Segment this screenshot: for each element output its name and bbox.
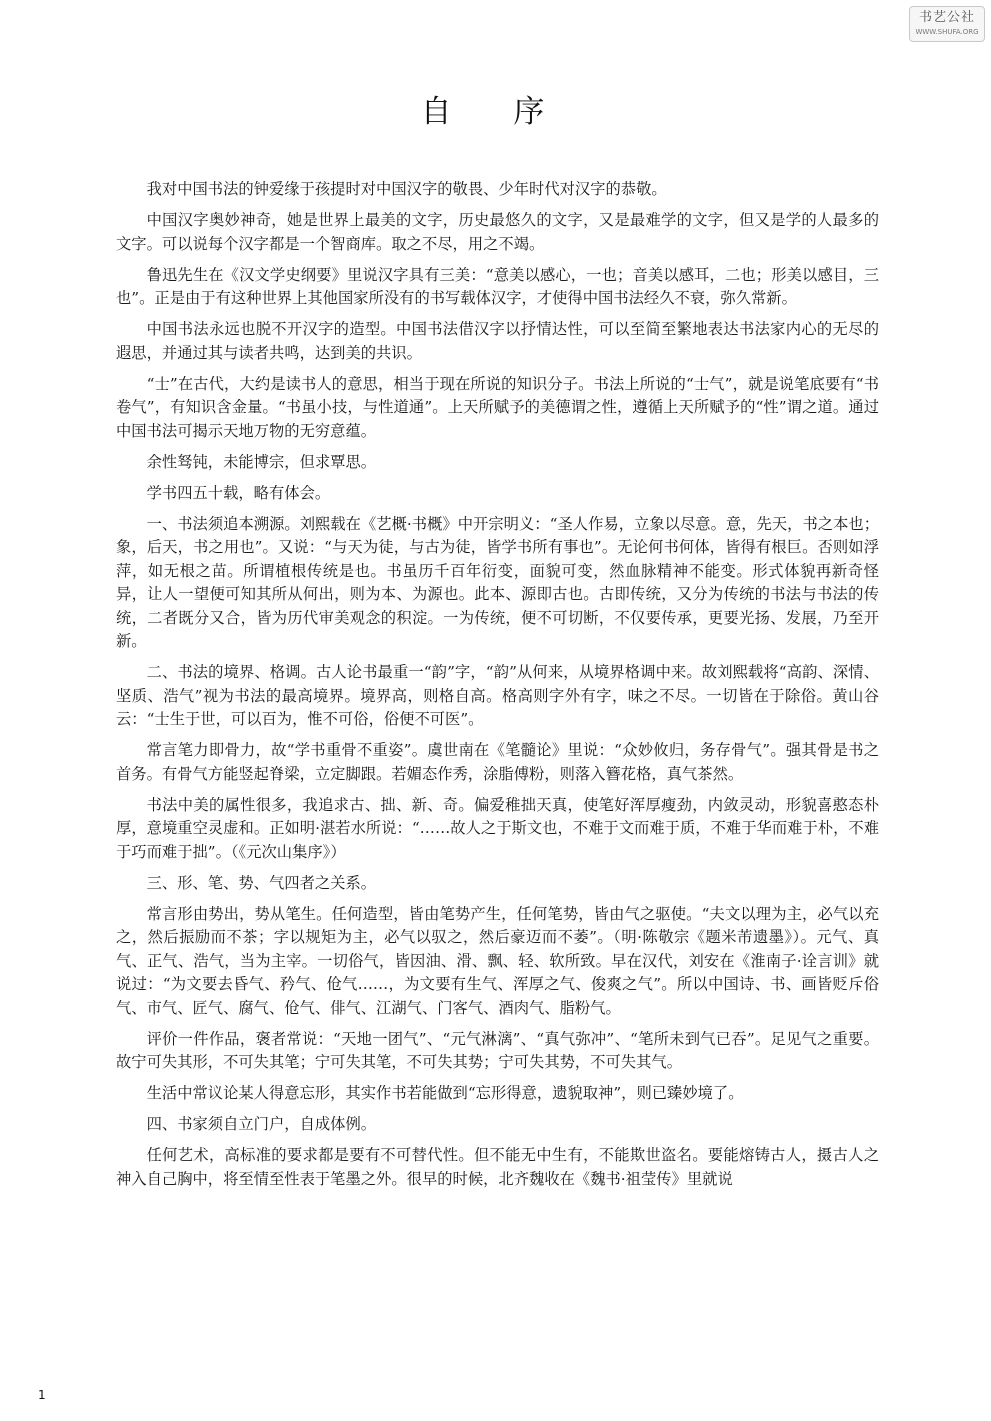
watermark-name: 书艺公社: [918, 10, 975, 25]
paragraph: 常言形由势出，势从笔生。任何造型，皆由笔势产生，任何笔势，皆由气之驱使。“夫文以理为主，必气以充之，然后振励而不茶；字以规矩为主，必气以驭之，然后豪迈而不萎”。（明·陈敬宗《题米芾遗墨》）。元气、真气、正气、浩气，当为主宰。一切俗气，皆因油、滑、飘、轻、软所致。早在汉代，刘安在《淮南子·诠言训》就说过：“为文要去昏气、矜气、伧气……，为文要有生气、浑厚之气、俊爽之气”。所以中国诗、书、画皆贬斥俗气、市气、匠气、腐气、伧气、俳气、江湖气、门客气、酒肉气、脂粉气。: [116, 904, 879, 1017]
page-title: 自 序: [420, 94, 571, 130]
paragraph: 生活中常议论某人得意忘形，其实作书若能做到“忘形得意，遗貌取神”，则已臻妙境了。: [146, 1084, 744, 1102]
paragraph: 中国书法永远也脱不开汉字的造型。中国书法借汉字以抒情达性，可以至简至繁地表达书法家内心的无尽的遐思，并通过其与读者共鸣，达到美的共识。: [116, 320, 879, 362]
preface-body: [116, 178, 879, 1199]
paragraph: 学书四五十载，略有体会。: [146, 483, 331, 502]
paragraph: 中国汉字奥妙神奇，她是世界上最美的文字，历史最悠久的文字，又是最难学的文字，但又是学的人最多的文字。可以说每个汉字都是一个智商库。取之不尽，用之不竭。: [116, 211, 879, 253]
paragraph: 四、书家须自立门户，自成体例。: [146, 1115, 377, 1133]
paragraph: 鲁迅先生在《汉文学史纲要》里说汉字具有三美：“意美以感心，一也；音美以感耳，二也；形美以感目，三也”。正是由于有这种世界上其他国家所没有的书写载体汉字，才使得中国书法经久不衰，弥久常新。: [116, 265, 879, 307]
paragraph: 一、书法须追本溯源。刘熙载在《艺概·书概》中开宗明义：“圣人作易，立象以尽意。意，先天，书之本也；象，后天，书之用也”。又说：“与天为徒，与古为徒，皆学书所有事也”。无论何书何体，皆得有根巨。否则如浮萍，如无根之苗。所谓植根传统是也。书虽历千百年衍变，面貌可变，然血脉精神不能变。形式体貌再新奇怪异，让人一望便可知其所从何出，则为本、为源也。此本、源即古也。古即传统，又分为传统的书法与书法的传统，二者既分又合，皆为历代审美观念的积淀。一为传统，便不可切断，不仅要传承，更要光扬、发展，乃至开新。: [116, 514, 879, 650]
paragraph: 三、形、笔、势、气四者之关系。: [146, 873, 377, 892]
paragraph: 任何艺术，高标准的要求都是要有不可替代性。但不能无中生有，不能欺世盗名。要能熔铸古人，摄古人之神入自己胸中，将至情至性表于笔墨之外。很早的时候，北齐魏收在《魏书·祖莹传》里就说: [116, 1146, 879, 1188]
watermark-url: WWW.SHUFA.ORG: [915, 28, 979, 36]
paragraph: 余性驽钝，未能博宗，但求覃思。: [146, 452, 377, 471]
paragraph: 常言笔力即骨力，故“学书重骨不重姿”。虞世南在《笔髓论》里说：“众妙攸归，务存骨气”。强其骨是书之首务。有骨气方能竖起脊梁，立定脚跟。若媚态作秀，涂脂傅粉，则落入簪花格，真气茶然。: [116, 741, 879, 783]
paragraph: 书法中美的属性很多，我追求古、拙、新、奇。偏爱稚拙天真，使笔好浑厚瘦劲，内敛灵动，形貌喜憨态朴厚，意境重空灵虚和。正如明·湛若水所说：“……故人之于斯文也，不难于文而难于质，不难于华而难于朴，不难于巧而难于拙”。（《元次山集序》）: [116, 795, 879, 861]
paragraph: “士”在古代，大约是读书人的意思，相当于现在所说的知识分子。书法上所说的“士气”，就是说笔底要有“书卷气”，有知识含金量。“书虽小技，与性道通”。上天所赋予的美德谓之性，遵循上天所赋予的“性”谓之道。通过中国书法可揭示天地万物的无穷意蕴。: [116, 374, 879, 440]
watermark-logo: [909, 6, 985, 42]
page-number: 1: [38, 1388, 46, 1402]
paragraph: 评价一件作品，褒者常说：“天地一团气”、“元气淋漓”、“真气弥冲”、“笔所未到气已吞”。足见气之重要。故宁可失其形，不可失其笔；宁可失其笔，不可失其势；宁可失其势，不可失其气。: [116, 1029, 879, 1071]
paragraph: 我对中国书法的钟爱缘于孩提时对中国汉字的敬畏、少年时代对汉字的恭敬。: [146, 180, 667, 198]
paragraph: 二、书法的境界、格调。古人论书最重一“韵”字，“韵”从何来，从境界格调中来。故刘熙载将“高韵、深情、坚质、浩气”视为书法的最高境界。境界高，则格自高。格高则字外有字，味之不尽。一切皆在于除俗。黄山谷云：“士生于世，可以百为，惟不可俗，俗便不可医”。: [116, 663, 879, 728]
